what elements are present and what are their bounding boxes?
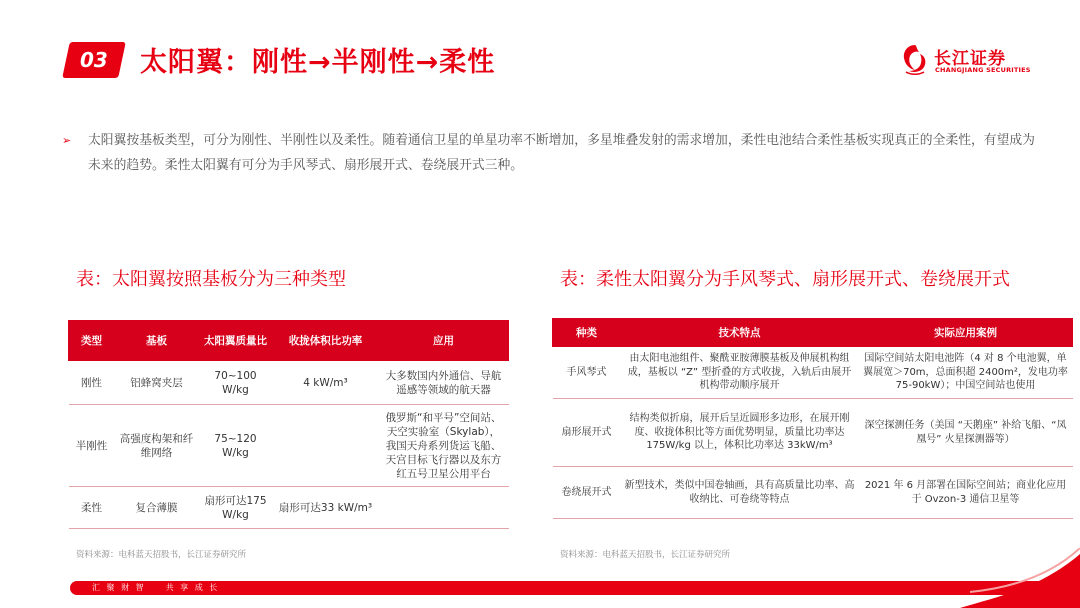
column-header: 基板: [115, 321, 199, 361]
intro-paragraph: [62, 128, 1042, 178]
table-cell: 新型技术，类似中国卷轴画，具有高质量比功率、高收纳比、可卷绕等特点: [621, 467, 859, 519]
footer-bar: [70, 581, 1080, 595]
logo-name-en: CHANGJIANG SECURITIES: [935, 66, 1031, 74]
page-header: [0, 0, 1080, 110]
logo-name-cn: 长江证券: [934, 49, 1006, 69]
column-header: 应用: [379, 321, 509, 361]
table-row: [553, 347, 1073, 399]
table-cell: 2021 年 6 月部署在国际空间站；商业化应用于 Ovzon-3 通信卫星等: [859, 467, 1073, 519]
intro-text: 太阳翼按基板类型，可分为刚性、半刚性以及柔性。随着通信卫星的单星功率不断增加，多星堆叠发射的需求增加，柔性电池结合柔性基板实现真正的全柔性，有望成为未来的趋势。柔性太阳翼有可分为手风琴式、扇形展开式、卷绕展开式三种。: [88, 133, 1035, 173]
table-cell: 复合薄膜: [115, 487, 199, 529]
table-header-row: [553, 319, 1073, 347]
table-cell: 卷绕展开式: [553, 467, 621, 519]
table-cell: 高强度构架和纤维网络: [115, 405, 199, 487]
right-table-title: 表：柔性太阳翼分为手风琴式、扇形展开式、卷绕展开式: [560, 269, 1010, 290]
column-header: 收拢体积比功率: [273, 321, 379, 361]
table-row: [553, 467, 1073, 519]
table-cell: 柔性: [69, 487, 115, 529]
column-header: 太阳翼质量比: [199, 321, 273, 361]
table-row: [69, 361, 509, 405]
table-cell: [379, 487, 509, 529]
table-cell: 国际空间站太阳电池阵（4 对 8 个电池翼，单翼展宽＞70m，总面积超 2400m²，发电功率 75-90kW）；中国空间站也使用: [859, 347, 1073, 399]
table-cell: 深空探测任务（美国 “天鹅座” 补给飞船、“凤凰号” 火星探测器等）: [859, 399, 1073, 467]
table-cell: 扇形展开式: [553, 399, 621, 467]
table-row: [69, 405, 509, 487]
table-cell: 手风琴式: [553, 347, 621, 399]
column-header: 实际应用案例: [859, 319, 1073, 347]
footer-slogan: 汇 聚 财 智 共 享 成 长: [92, 583, 220, 592]
left-table-title: 表：太阳翼按照基板分为三种类型: [76, 269, 346, 290]
table-header-row: [69, 321, 509, 361]
table-cell: 扇形可达175 W/kg: [199, 487, 273, 529]
section-number: 03: [80, 48, 108, 72]
changjiang-logo-icon: [900, 42, 930, 76]
footer-swoosh-graphic: [960, 548, 1080, 608]
left-table-source: 资料来源：电科蓝天招股书，长江证券研究所: [76, 550, 247, 560]
table-row: [553, 399, 1073, 467]
table-cell: 铝蜂窝夹层: [115, 361, 199, 405]
table-cell: 扇形可达33 kW/m³: [273, 487, 379, 529]
table-cell: 4 kW/m³: [273, 361, 379, 405]
table-row: [69, 487, 509, 529]
column-header: 种类: [553, 319, 621, 347]
table-cell: 75~120 W/kg: [199, 405, 273, 487]
table-cell: 结构类似折扇，展开后呈近圆形多边形，在展开刚度、收拢体积比等方面优势明显，质量比功率达 175W/kg 以上，体积比功率达 33kW/m³: [621, 399, 859, 467]
table-cell: 俄罗斯“和平号”空间站、天空实验室（Skylab），我国天舟系列货运飞船、天宫目标飞行器以及东方红五号卫星公用平台: [379, 405, 509, 487]
page-footer: [0, 578, 1080, 608]
bullet-arrow-icon: ➢: [62, 134, 72, 147]
table-cell: 大多数国内外通信、导航遥感等领域的航天器: [379, 361, 509, 405]
table-cell: 刚性: [69, 361, 115, 405]
column-header: 类型: [69, 321, 115, 361]
table-cell: 70~100 W/kg: [199, 361, 273, 405]
table-cell: 半刚性: [69, 405, 115, 487]
column-header: 技术特点: [621, 319, 859, 347]
table-cell: 由太阳电池组件、聚酰亚胺薄膜基板及伸展机构组成，基板以 “Z” 型折叠的方式收拢，入轨后由展开机构带动顺序展开: [621, 347, 859, 399]
right-table-source: 资料来源：电科蓝天招股书，长江证券研究所: [560, 550, 731, 560]
flexible-wing-types-table: [552, 318, 1073, 519]
substrate-types-table: [68, 320, 509, 529]
brand-logo: [900, 42, 1030, 78]
section-number-badge: [62, 42, 126, 78]
table-cell: [273, 405, 379, 487]
page-title: 太阳翼：刚性→半刚性→柔性: [140, 47, 496, 78]
